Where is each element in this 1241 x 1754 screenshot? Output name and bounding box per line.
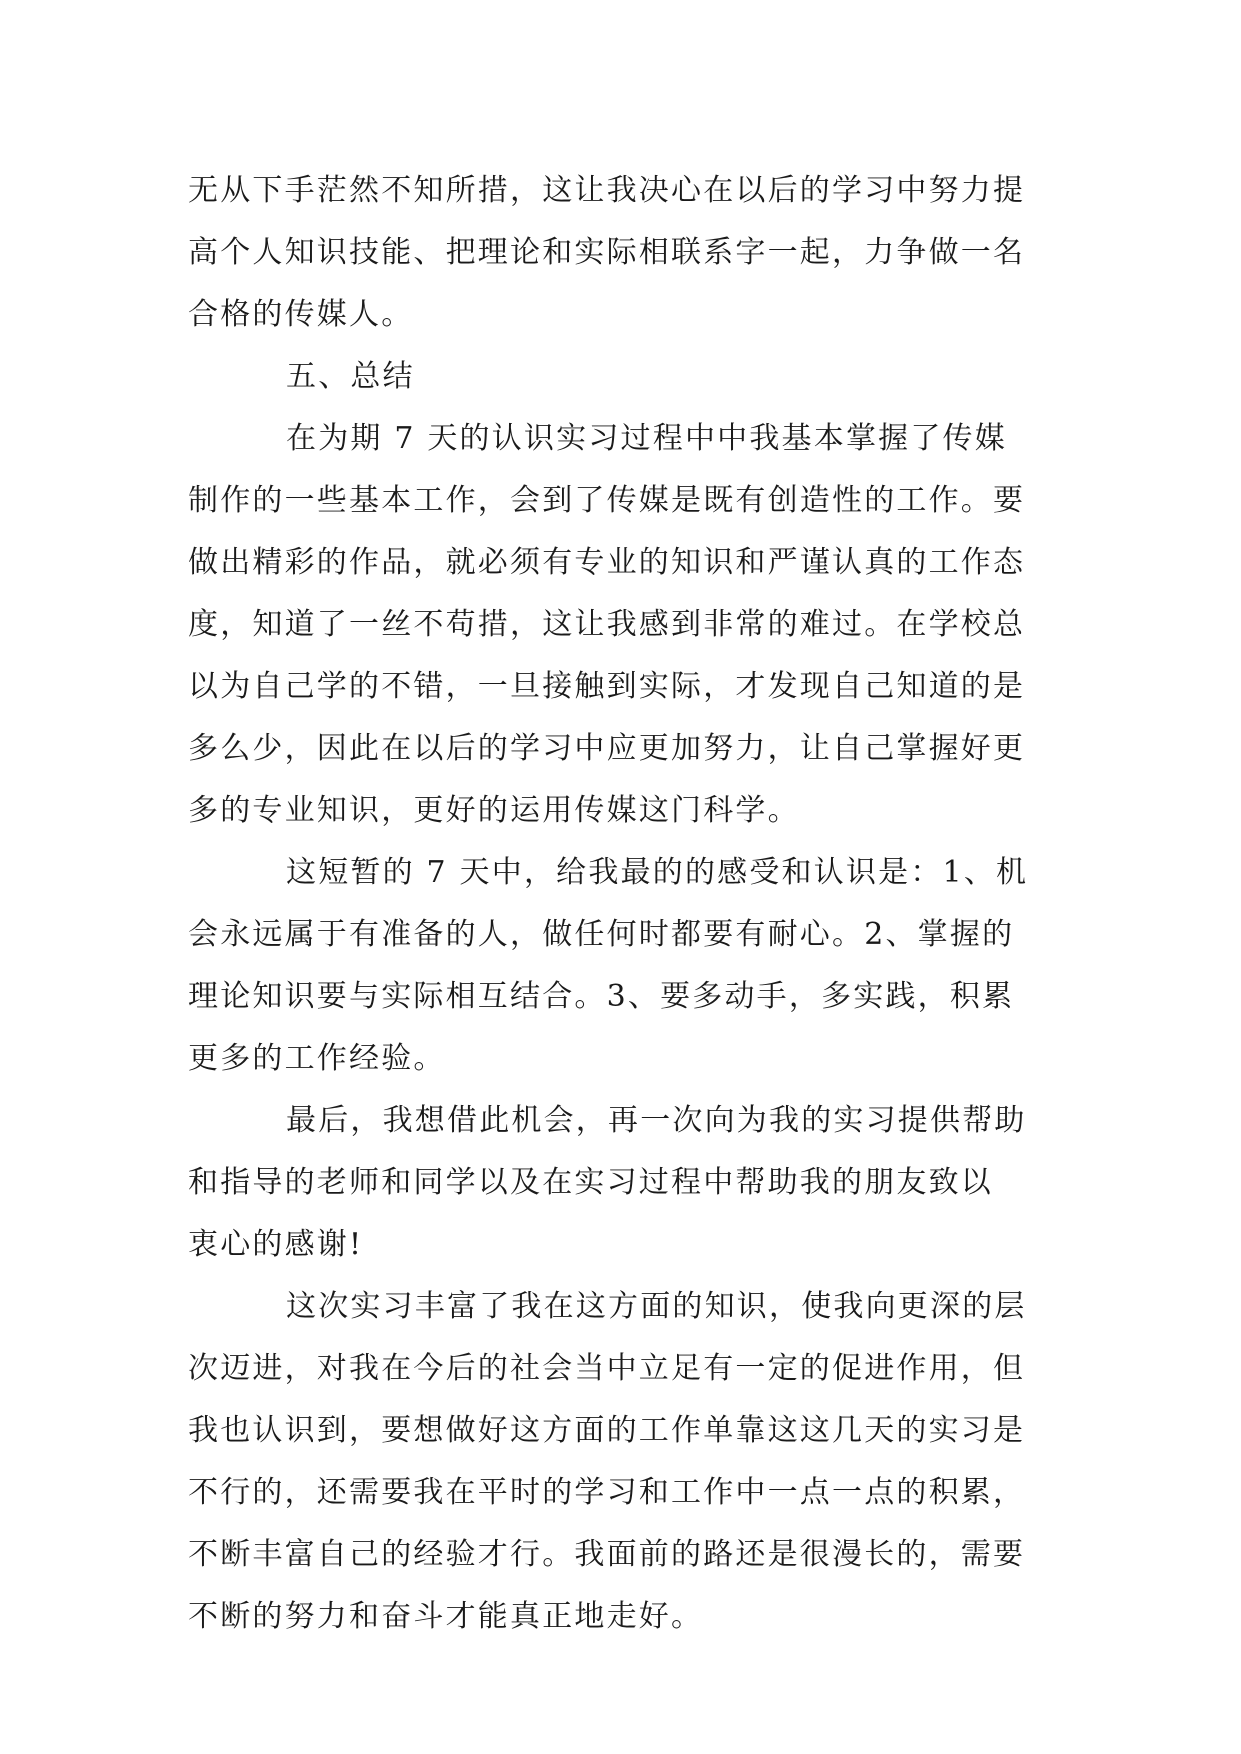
text-line: 我也认识到，要想做好这方面的工作单靠这这几天的实习是 <box>188 1413 1026 1448</box>
text-line: 这短暂的 7 天中，给我最的的感受和认识是：1、机 <box>286 855 1029 890</box>
text-line: 不断丰富自己的经验才行。我面前的路还是很漫长的，需要 <box>188 1537 1026 1572</box>
text-line: 以为自己学的不错，一旦接触到实际，才发现自己知道的是 <box>188 669 1026 704</box>
section-heading <box>188 346 1054 408</box>
text-line: 这次实习丰富了我在这方面的知识，使我向更深的层 <box>286 1289 1027 1324</box>
text-line: 高个人知识技能、把理论和实际相联系字一起，力争做一名 <box>188 235 1026 270</box>
text-line: 和指导的老师和同学以及在实习过程中帮助我的朋友致以 <box>188 1165 993 1200</box>
text-line: 做出精彩的作品，就必须有专业的知识和严谨认真的工作态 <box>188 545 1026 580</box>
text-line: 最后，我想借此机会，再一次向为我的实习提供帮助 <box>286 1103 1027 1138</box>
text-line: 不行的，还需要我在平时的学习和工作中一点一点的积累， <box>188 1475 1026 1510</box>
text-line: 会永远属于有准备的人，做任何时都要有耐心。2、掌握的 <box>188 917 1015 952</box>
paragraph-closing <box>188 1276 1054 1648</box>
text-line: 不断的努力和奋斗才能真正地走好。 <box>188 1599 704 1634</box>
text-line: 更多的工作经验。 <box>188 1041 446 1076</box>
text-line: 多么少，因此在以后的学习中应更加努力，让自己掌握好更 <box>188 731 1026 766</box>
text-line: 理论知识要与实际相互结合。3、要多动手，多实践，积累 <box>188 979 1015 1014</box>
section-heading-text: 五、总结 <box>286 359 415 394</box>
text-line: 无从下手茫然不知所措，这让我决心在以后的学习中努力提 <box>188 173 1026 208</box>
text-line: 度，知道了一丝不苟措，这让我感到非常的难过。在学校总 <box>188 607 1026 642</box>
body-text <box>188 160 1054 1648</box>
text-line: 制作的一些基本工作，会到了传媒是既有创造性的工作。要 <box>188 483 1026 518</box>
paragraph-summary <box>188 408 1054 842</box>
paragraph-continuation <box>188 160 1054 346</box>
text-line: 多的专业知识，更好的运用传媒这门科学。 <box>188 793 800 828</box>
text-line: 衷心的感谢! <box>188 1227 364 1262</box>
text-line: 合格的传媒人。 <box>188 297 414 332</box>
paragraph-thanks <box>188 1090 1054 1276</box>
text-line: 次迈进，对我在今后的社会当中立足有一定的促进作用，但 <box>188 1351 1026 1386</box>
text-line: 在为期 7 天的认识实习过程中中我基本掌握了传媒 <box>286 421 1007 456</box>
paragraph-insights <box>188 842 1054 1090</box>
